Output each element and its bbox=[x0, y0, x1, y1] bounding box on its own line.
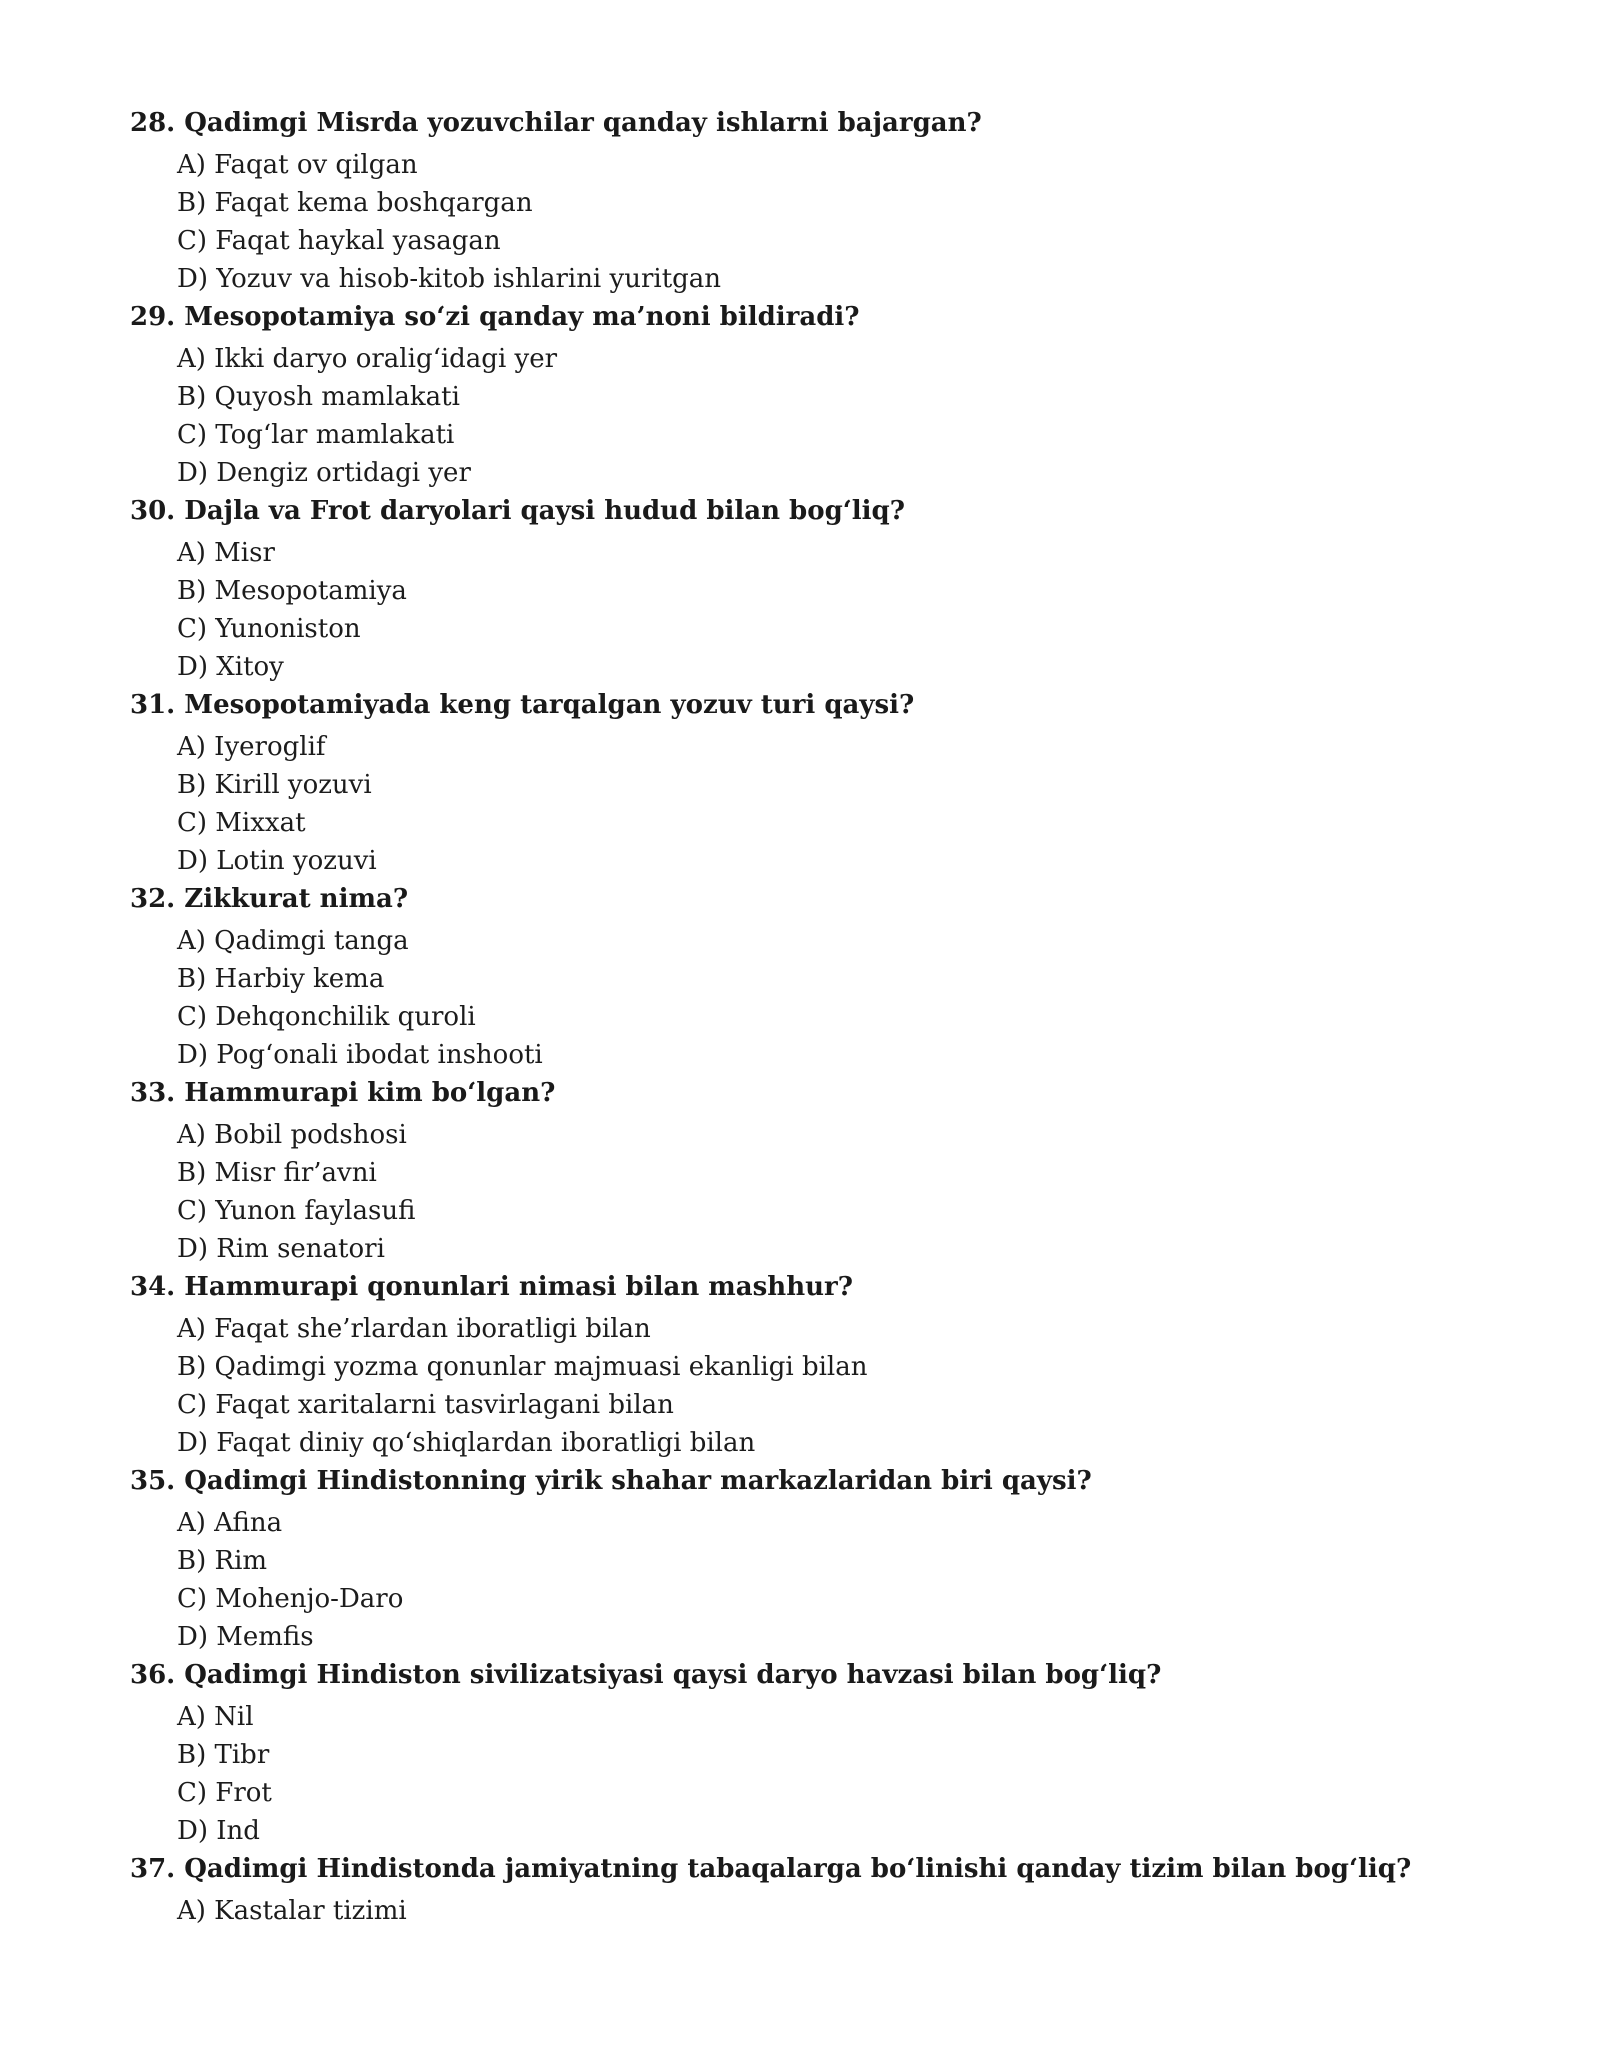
answer-option: B) Harbiy kema bbox=[177, 964, 385, 994]
question-block bbox=[130, 492, 1530, 686]
answer-option: A) Bobil podshosi bbox=[177, 1120, 407, 1150]
answer-option: A) Faqat she’rlardan iboratligi bilan bbox=[177, 1314, 651, 1344]
answer-options bbox=[130, 1116, 1530, 1268]
answer-option: B) Tibr bbox=[177, 1740, 270, 1770]
question-block bbox=[130, 1074, 1530, 1268]
answer-option: A) Iyeroglif bbox=[177, 732, 326, 762]
answer-options bbox=[130, 1504, 1530, 1656]
question-block bbox=[130, 298, 1530, 492]
answer-options bbox=[130, 340, 1530, 492]
question-title: 37. Qadimgi Hindistonda jamiyatning tabaqalarga bo‘linishi qanday tizim bilan bog‘liq? bbox=[130, 1854, 1412, 1884]
question-title: 28. Qadimgi Misrda yozuvchilar qanday ishlarni bajargan? bbox=[130, 108, 982, 138]
answer-option: A) Ikki daryo oralig‘idagi yer bbox=[177, 344, 558, 374]
answer-option: C) Faqat xaritalarni tasvirlagani bilan bbox=[177, 1390, 674, 1420]
answer-option: B) Kirill yozuvi bbox=[177, 770, 372, 800]
answer-options bbox=[130, 1310, 1530, 1462]
answer-options bbox=[130, 728, 1530, 880]
answer-option: D) Yozuv va hisob-kitob ishlarini yuritgan bbox=[177, 264, 722, 294]
answer-option: C) Yunon faylasufi bbox=[177, 1196, 416, 1226]
question-block bbox=[130, 104, 1530, 298]
answer-option: B) Rim bbox=[177, 1546, 268, 1576]
answer-option: A) Qadimgi tanga bbox=[177, 926, 409, 956]
question-title: 36. Qadimgi Hindiston sivilizatsiyasi qaysi daryo havzasi bilan bog‘liq? bbox=[130, 1660, 1162, 1690]
question-title: 30. Dajla va Frot daryolari qaysi hudud bilan bog‘liq? bbox=[130, 496, 905, 526]
answer-option: C) Mixxat bbox=[177, 808, 306, 838]
answer-option: D) Memfis bbox=[177, 1622, 314, 1652]
question-block bbox=[130, 1268, 1530, 1462]
answer-options bbox=[130, 146, 1530, 298]
question-title: 32. Zikkurat nima? bbox=[130, 884, 409, 914]
question-block bbox=[130, 1850, 1530, 1930]
answer-option: D) Rim senatori bbox=[177, 1234, 385, 1264]
answer-option: A) Nil bbox=[177, 1702, 254, 1732]
question-title: 29. Mesopotamiya so‘zi qanday ma’noni bildiradi? bbox=[130, 302, 860, 332]
answer-options bbox=[130, 1698, 1530, 1850]
answer-option: B) Qadimgi yozma qonunlar majmuasi ekanligi bilan bbox=[177, 1352, 868, 1382]
answer-option: B) Misr fir’avni bbox=[177, 1158, 377, 1188]
answer-option: C) Faqat haykal yasagan bbox=[177, 226, 501, 256]
answer-options bbox=[130, 1892, 1530, 1930]
answer-options bbox=[130, 922, 1530, 1074]
answer-option: B) Faqat kema boshqargan bbox=[177, 188, 533, 218]
answer-option: B) Mesopotamiya bbox=[177, 576, 407, 606]
question-block bbox=[130, 1656, 1530, 1850]
answer-option: D) Lotin yozuvi bbox=[177, 846, 377, 876]
answer-option: D) Dengiz ortidagi yer bbox=[177, 458, 471, 488]
answer-option: A) Misr bbox=[177, 538, 275, 568]
question-title: 34. Hammurapi qonunlari nimasi bilan mashhur? bbox=[130, 1272, 853, 1302]
answer-option: D) Pog‘onali ibodat inshooti bbox=[177, 1040, 543, 1070]
question-title: 33. Hammurapi kim bo‘lgan? bbox=[130, 1078, 556, 1108]
answer-option: D) Faqat diniy qo‘shiqlardan iboratligi bilan bbox=[177, 1428, 756, 1458]
answer-option: C) Tog‘lar mamlakati bbox=[177, 420, 455, 450]
answer-option: A) Afina bbox=[177, 1508, 283, 1538]
answer-option: A) Faqat ov qilgan bbox=[177, 150, 418, 180]
quiz-question-list bbox=[130, 104, 1530, 1930]
question-block bbox=[130, 686, 1530, 880]
answer-option: C) Dehqonchilik quroli bbox=[177, 1002, 476, 1032]
answer-option: C) Mohenjo-Daro bbox=[177, 1584, 404, 1614]
answer-option: D) Xitoy bbox=[177, 652, 284, 682]
answer-option: D) Ind bbox=[177, 1816, 260, 1846]
answer-option: B) Quyosh mamlakati bbox=[177, 382, 460, 412]
question-block bbox=[130, 1462, 1530, 1656]
question-title: 31. Mesopotamiyada keng tarqalgan yozuv turi qaysi? bbox=[130, 690, 915, 720]
question-block bbox=[130, 880, 1530, 1074]
question-title: 35. Qadimgi Hindistonning yirik shahar markazlaridan biri qaysi? bbox=[130, 1466, 1092, 1496]
answer-option: C) Frot bbox=[177, 1778, 272, 1808]
answer-options bbox=[130, 534, 1530, 686]
answer-option: A) Kastalar tizimi bbox=[177, 1896, 407, 1926]
answer-option: C) Yunoniston bbox=[177, 614, 361, 644]
